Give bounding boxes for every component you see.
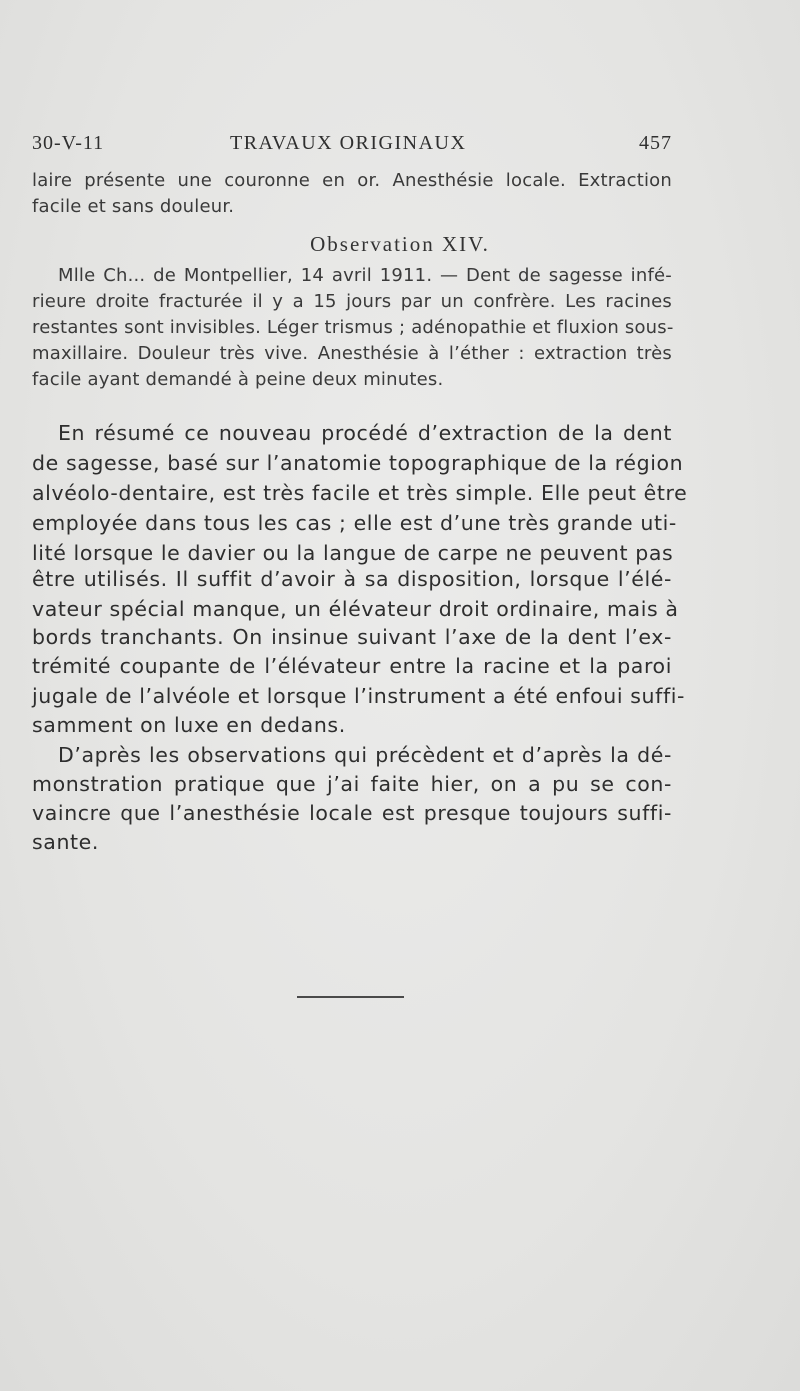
text-line: sante. bbox=[32, 830, 100, 854]
text-line: vaincre que l’anesthésie locale est presque toujours suffi- bbox=[32, 801, 672, 825]
running-header bbox=[32, 132, 672, 158]
section-rule bbox=[297, 996, 404, 998]
text-line: maxillaire. Douleur très vive. Anesthésie à l’éther : extraction très bbox=[32, 343, 672, 364]
text-line: bords tranchants. On insinue suivant l’axe de la dent l’ex- bbox=[32, 625, 672, 649]
text-line: Mlle Ch... de Montpellier, 14 avril 1911. — Dent de sagesse infé- bbox=[58, 265, 672, 286]
text-line: samment on luxe en dedans. bbox=[32, 713, 346, 737]
text-line: vateur spécial manque, un élévateur droit ordinaire, mais à bbox=[32, 597, 679, 621]
header-date: 30-V-11 bbox=[32, 132, 105, 154]
text-line: employée dans tous les cas ; elle est d’une très grande uti- bbox=[32, 511, 677, 535]
header-title: TRAVAUX ORIGINAUX bbox=[230, 132, 467, 154]
text-line: En résumé ce nouveau procédé d’extraction de la dent bbox=[58, 421, 672, 445]
observation-title: Observation XIV. bbox=[310, 232, 490, 256]
text-line: facile et sans douleur. bbox=[32, 196, 235, 217]
page-number: 457 bbox=[639, 132, 672, 154]
text-line: trémité coupante de l’élévateur entre la racine et la paroi bbox=[32, 654, 672, 678]
text-line: restantes sont invisibles. Léger trismus ; adénopathie et fluxion sous- bbox=[32, 317, 674, 338]
text-line: facile ayant demandé à peine deux minutes. bbox=[32, 369, 444, 390]
text-line: jugale de l’alvéole et lorsque l’instrument a été enfoui suffi- bbox=[32, 684, 686, 708]
text-line: de sagesse, basé sur l’anatomie topographique de la région bbox=[32, 451, 684, 475]
text-line: rieure droite fracturée il y a 15 jours par un confrère. Les racines bbox=[32, 291, 672, 312]
text-line: monstration pratique que j’ai faite hier, on a pu se con- bbox=[32, 772, 672, 796]
text-line: être utilisés. Il suffit d’avoir à sa disposition, lorsque l’élé- bbox=[32, 567, 672, 591]
text-line: D’après les observations qui précèdent et d’après la dé- bbox=[58, 743, 672, 767]
text-line: laire présente une couronne en or. Anesthésie locale. Extraction bbox=[32, 170, 672, 191]
text-line: lité lorsque le davier ou la langue de carpe ne peuvent pas bbox=[32, 541, 674, 565]
text-line: alvéolo-dentaire, est très facile et très simple. Elle peut être bbox=[32, 481, 688, 505]
